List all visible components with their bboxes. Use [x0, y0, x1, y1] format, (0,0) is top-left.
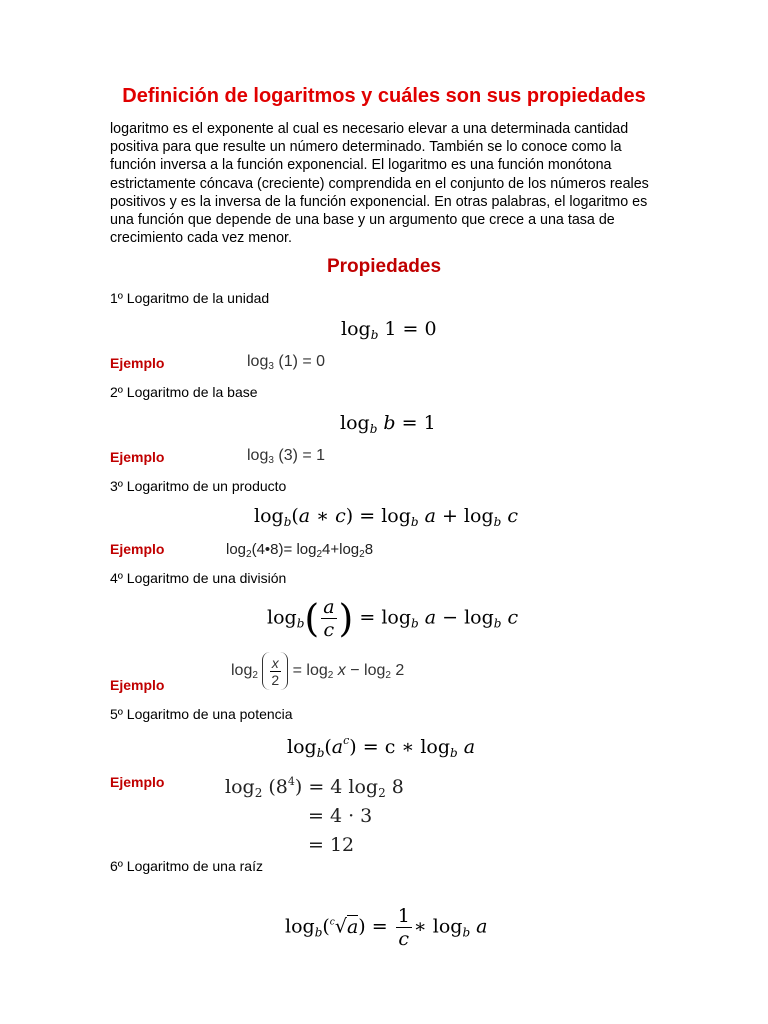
example-4: $\log_2$ $\frac{x}{2}$ = $\log_2 x - \log_2 2$ — [231, 652, 404, 690]
formula-5: $\log_b(a^c) = c$ ∗ $\log_b a$ — [287, 734, 476, 760]
formula-3: $\log_b(a$ ∗ $c) = \log_b a + \log_b c$ — [254, 505, 519, 529]
page-title: Definición de logaritmos y cuáles son sus propiedades — [122, 85, 646, 107]
formula-1: $\log_b 1 = 0$ — [341, 318, 437, 342]
example-label-1: Ejemplo — [110, 355, 165, 371]
property-5-label: 5º Logaritmo de una potencia — [110, 706, 293, 722]
property-1-label: 1º Logaritmo de la unidad — [110, 290, 270, 306]
example-label-2: Ejemplo — [110, 449, 165, 465]
example-3: $\log_2(4•8)= \log_24+\log_28$ — [226, 541, 374, 560]
property-6-label: 6º Logaritmo de una raíz — [110, 858, 263, 874]
example-label-3: Ejemplo — [110, 541, 165, 557]
example-label-5: Ejemplo — [110, 774, 165, 790]
formula-4: $\log_b$( $\frac{a}{c}$ ) = $\log_b a - \log_b c$ — [267, 596, 519, 641]
example-2: $\log_3 (3) = 1$ — [247, 447, 326, 466]
example-5: $\log_2 (8^4) = 4$ $\log_2 8$ = 4 · 3 = 12 — [225, 775, 404, 856]
property-2-label: 2º Logaritmo de la base — [110, 384, 258, 400]
section-title: Propiedades — [326, 256, 442, 277]
property-3-label: 3º Logaritmo de un producto — [110, 478, 287, 494]
property-4-label: 4º Logaritmo de una división — [110, 570, 287, 586]
example-label-4: Ejemplo — [110, 677, 165, 693]
intro-paragraph: logaritmo es el exponente al cual es necesario elevar a una determinada cantidad positiva para que resulte un número determinado. También se lo conoce como la función inversa a la función exponencial. El logaritmo es una función monótona estrictamente cóncava (creciente) comprendida en el conjunto de los números reales positivos y es la inversa de la función exponencial. En otras palabras, el logaritmo es una función que depende de una base y un argumento que crece a una tasa de crecimiento cada vez menor. — [110, 121, 649, 247]
example-1: $\log_3 (1) = 0$ — [247, 353, 326, 372]
formula-2: $\log_b b = 1$ — [340, 412, 436, 436]
formula-6: $\log_b(^c√a)$ = $\frac{1}{c}$ ∗ $\log_b a$ — [285, 905, 488, 950]
